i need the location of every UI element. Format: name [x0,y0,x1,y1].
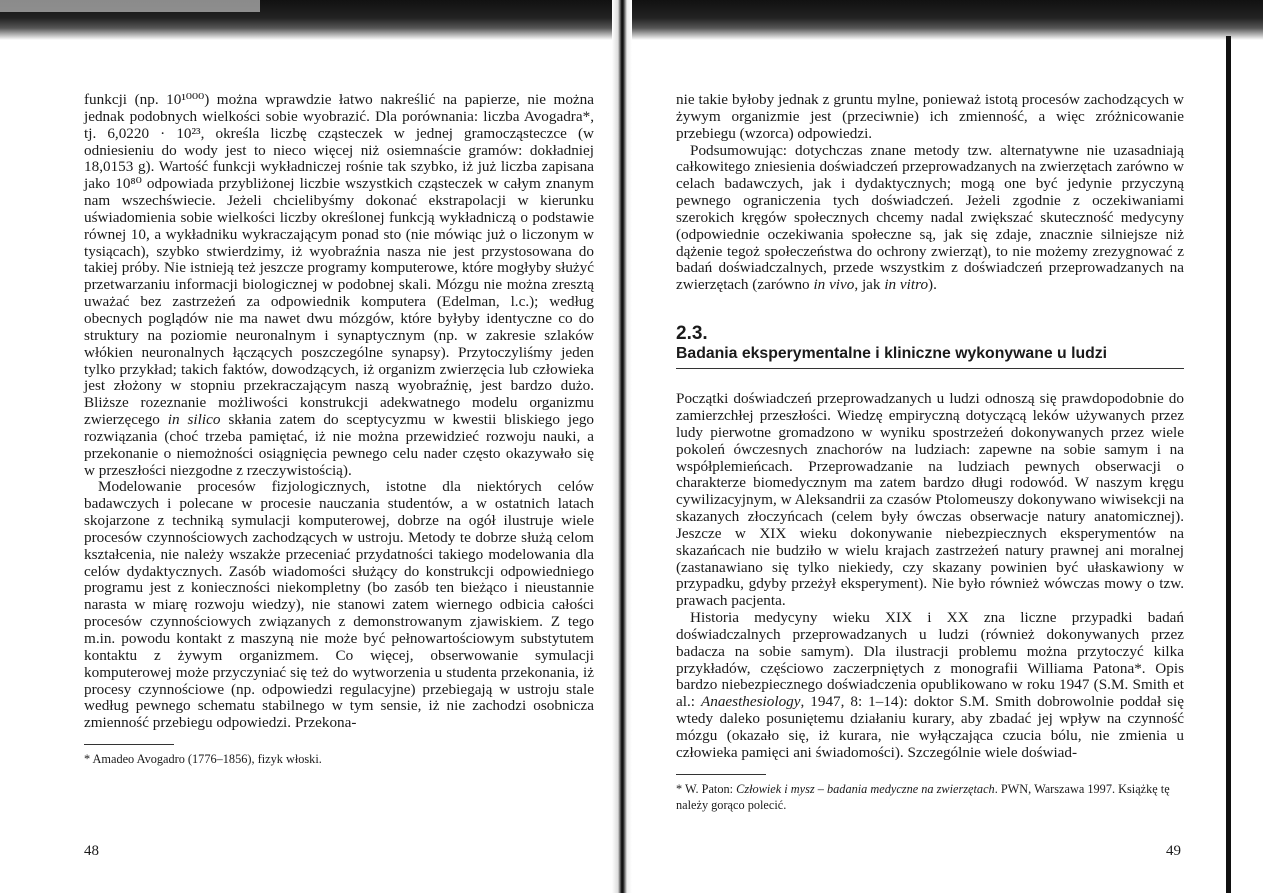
right-paragraph-4 [676,610,1184,762]
right-paragraph-3: Początki doświadczeń przeprowadzanych u ludzi odnoszą się prawdopodobnie do zamierzchłej przeszłości. Wiedzę empiryczną dotyczącą leków używanych przez ludy pierwotne gromadzono w wyniku spostrzeżeń dokonywanych przez wiele pokoleń ówczesnych znachorów na ludziach: zapewne na sobie samym i na współplemieńcach. Przeprowadzanie na ludziach pewnych obserwacji o charakterze biomedycznym ma zatem bardzo długi rodowód. W naszym kręgu cywilizacyjnym, w Aleksandrii za czasów Ptolomeuszy dokonywano wiwisekcji na skazanych złoczyńcach (celem były ówczas obserwacje natury anatomicznej). Jeszcze w XIX wieku dokonywanie niebezpiecznych eksperymentów na skazańcach nie budziło w wielu krajach zastrzeżeń natury prawnej ani moralnej (zastanawiano się tylko niekiedy, czy skazany powinien być ułaskawiony w przypadku, gdyby przeżył eksperyment). Nie było również wówczas mowy o tzw. prawach pacjenta. [676,390,1184,610]
footnote-publisher: . PWN, Warszawa 1997. Książkę tę należy gorąco polecić. [676,781,1170,812]
right-paragraph-4-text: Historia medycyny wieku XIX i XX zna liczne przypadki badań doświadczalnych przeprowadzanych u ludzi (również dokonywanych przez badacza na sobie samym). Dla ilustracji problemu można przytoczyć kilka przykładów, częściowo zaczerpniętych z monografii Williama Patona*. Opis bardzo niebezpiecznego doświadczenia opublikowano w roku 1947 (S.M. Smith et al.: [676,609,1184,711]
right-paragraph-2-text: Podsumowując: dotychczas znane metody tzw. alternatywne nie uzasadniają całkowitego zniesienia doświadczeń przeprowadzanych na zwierzętach zarówno w celach badawczych, jak i dydaktycznych; mogą one być jedynie przyczyną pewnego ograniczenia tych doświadczeń. Jeżeli zgodnie z oczekiwaniami szerokich kręgów społecznych chcemy nadal zwiększać skuteczność medycyny (odpowiednie oczekiwania społeczne są, jak się zdaje, znacznie silniejsze niż dążenie tegoż społeczeństwa do ochrony zwierząt), to nie możemy zrezygnować z badań doświadczalnych, przede wszystkim z doświadczeń przeprowadzanych na zwierzętach (zarówno [676,141,1184,294]
left-paragraph-1 [84,92,594,479]
right-paragraph-4-end: , 1947, 8: 1–14): doktor S.M. Smith dobrowolnie poddał się wtedy daleko posuniętemu działaniu kurary, aby zbadać jej wpływ na czynność mózgu (okazało się, iż kurara, nie wyłączająca czucia bólu, nie zmienia u człowieka pamięci ani świadomości). Szczególnie wiele doświad- [676,693,1185,761]
book-gutter [612,0,632,893]
right-paragraph-2 [676,143,1184,295]
footnote-book-title: Człowiek i mysz – badania medyczne na zwierzętach [736,781,995,796]
in-silico-term: in silico [167,411,221,429]
book-page-edge [1226,36,1231,893]
scan-artifact [0,0,260,12]
right-footnote [676,781,1184,813]
left-paragraph-2: Modelowanie procesów fizjologicznych, istotne dla niektórych celów badawczych i polecane w procesie nauczania studentów, a w ostatnich latach skojarzone z techniką symulacji komputerowej, dobrze na ogół ilustruje wiele procesów czynnościowych zachodzących w ustroju. Metody te dobrze służą celom kształcenia, nie należy wszakże przeceniać przydatności takiego modelowania dla celów dydaktycznych. Zasób wiadomości służący do konstrukcji odpowiedniego programu jest z konieczności niekompletny (bo zasób ten bieżąco i nieustannie narasta w miarę rozwoju wiedzy), nie stanowi zatem wiernego odbicia całości procesów czynnościowych związanych z demonstrowanym zjawiskiem. Z tego m.in. powodu kontakt z maszyną nie może być pełnowartościowym substytutem kontaktu z żywym organizmem. Co więcej, obserwowanie symulacji komputerowej może przyczyniać się też do wytworzenia u studenta przekonania, iż procesy czynnościowe (np. odpowiedzi regulacyjne) przebiegają w ustroju stale według pewnego schematu stabilnego w tym sensie, iż nie zachodzi osobnicza zmienność przebiegu odpowiedzi. Przekona- [84,478,594,732]
left-paragraph-1-tail: skłania zatem do sceptycyzmu w kwestii bliskiego jego rozwiązania (choć trzeba pamiętać, iż nie można przewidzieć rozwoju nauki, a przekonanie o niemożności osiągnięcia pewnego celu nader często okazywało się w przeszłości niezgodne z rzeczywistością). [84,411,595,479]
section-title: Badania eksperymentalne i kliniczne wykonywane u ludzi [676,344,1184,369]
footnote-rule [676,774,766,775]
right-paragraph-1: nie takie byłoby jednak z gruntu mylne, ponieważ istotą procesów zachodzących w żywym organizmie jest (przeciwnie) ich zmienność, a więc zróżnicowanie przebiegu (wzorca) odpowiedzi. [676,91,1184,142]
right-paragraph-2-end: ). [928,276,937,294]
left-page-number: 48 [84,843,99,859]
left-footnote: * Amadeo Avogadro (1776–1856), fizyk włoski. [84,752,322,767]
journal-name: Anaesthesiology [700,693,801,711]
footnote-author: * W. Paton: [676,781,734,796]
right-page-number: 49 [1166,843,1181,859]
left-page [84,92,594,767]
right-page [676,92,1184,813]
right-paragraph-2-mid: , jak [854,276,881,294]
section-number: 2.3. [676,323,708,345]
in-vitro-term: in vitro [884,276,929,294]
footnote-rule [84,744,174,745]
in-vivo-term: in vivo [813,276,855,294]
left-paragraph-1-text: funkcji (np. 10¹⁰⁰⁰) można wprawdzie łatwo nakreślić na papierze, nie można jednak podobnych wielkości sobie wyobrazić. Dla porównania: liczba Avogadra*, tj. 6,0220 · 10²³, określa liczbę cząsteczek w jednej gramocząsteczce (w odniesieniu do wody jest to nieco więcej niż osiemnaście gramów: dokładniej 18,0153 g). Wartość funkcji wykładniczej rośnie tak szybko, iż już liczba zapisana jako 10⁸⁰ odpowiada przybliżonej liczbie wszystkich cząsteczek w całym znanym nam wszechświecie. Jeżeli chcielibyśmy dokonać ekstrapolacji w kierunku uświadomienia sobie wielkości liczby określonej funkcją wykładniczą o podstawie równej 10, a wykładniku wykraczającym ponad sto (nie mówiąc już o liczonym w tysiącach), szybko stwierdzimy, iż wyobraźnia nasza nie jest przystosowana do takiej próby. Nie istnieją też jeszcze programy komputerowe, które mogłyby służyć przetwarzaniu informacji biologicznej w podobnej skali. Mózgu nie można zresztą uważać bez zastrzeżeń za odpowiednik komputera (Edelman, l.c.); według obecnych poglądów nie ma nawet dwu mózgów, które byłyby identyczne co do struktury na poziomie neuronalnym i synaptycznym (np. w zakresie szlaków włókien neuronalnych łączących poszczególne synapsy). Przytoczyliśmy jeden tylko przykład; takich faktów, dowodzących, iż organizm zwierzęcia lub człowieka jest złożony w stopniu przekraczającym naszą wyobraźnię, jest bardzo dużo. Bliższe rozeznanie możliwości konstrukcji adekwatnego modelu organizmu zwierzęcego [84,91,594,429]
